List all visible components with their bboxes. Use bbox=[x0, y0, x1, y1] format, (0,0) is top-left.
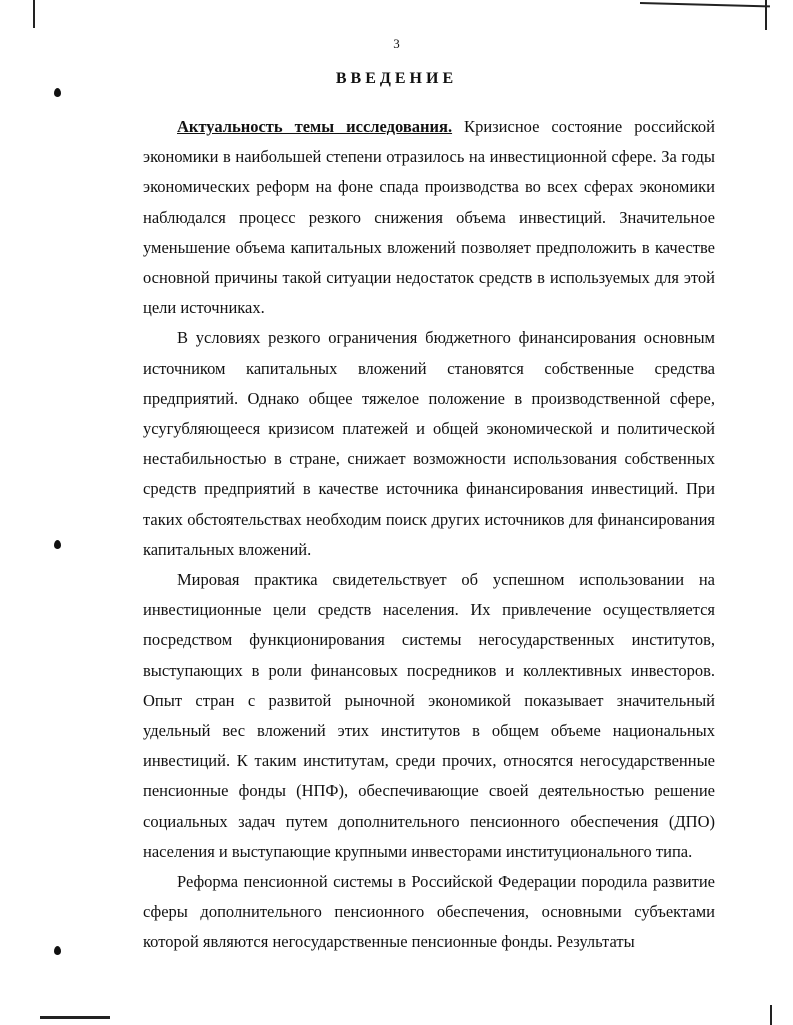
scan-edge-mark bbox=[765, 0, 767, 30]
paragraph-text: Кризисное состояние российской экономики в наибольшей степени отразилось на инвестиционной сфере. За годы экономических реформ на фоне спада производства во всех сферах экономики наблюдался процесс резкого снижения объема инвестиций. Значительное уменьшение объема капитальных вложений позволяет предположить в качестве основной причины такой ситуации недостаток средств в используемых для этой цели источниках. bbox=[143, 117, 715, 318]
paragraph: Реформа пенсионной системы в Российской Федерации породила развитие сферы дополнительного пенсионного обеспечения, основными субъектами которой являются негосударственные пенсионные фонды. Результаты bbox=[143, 872, 715, 952]
section-lead: Актуальность темы исследования. bbox=[177, 117, 453, 136]
binder-hole-mark bbox=[54, 88, 61, 97]
scan-edge-mark bbox=[40, 1016, 110, 1019]
paragraph: Мировая практика свидетельствует об успешном использовании на инвестиционные цели средств населения. Их привлечение осуществляется посредством функционирования системы негосударственных институтов, выступающих в роли финансовых посредников и коллективных инвесторов. Опыт стран с развитой рыночной экономикой показывает значительный удельный вес вложений этих институтов в общем объеме национальных инвестиций. К таким институтам, среди прочих, относятся негосударственные пенсионные фонды (НПФ), обеспечивающие своей деятельностью решение социальных задач путем дополнительного пенсионного обеспечения (ДПО) населения и выступающие крупными инвесторами институционального типа. bbox=[143, 570, 715, 861]
scan-edge-mark bbox=[770, 1005, 772, 1025]
body-text bbox=[143, 112, 715, 958]
paragraph bbox=[143, 112, 715, 323]
page-number: 3 bbox=[393, 36, 400, 51]
scan-edge-mark bbox=[33, 0, 35, 28]
paragraph: В условиях резкого ограничения бюджетного финансирования основным источником капитальных вложений становятся собственные средства предприятий. Однако общее тяжелое положение в производственной сфере, усугубляющееся кризисом платежей и общей экономической и политической нестабильностью в стране, снижает возможности использования собственных средств предприятий в качестве источника финансирования инвестиций. При таких обстоятельствах необходим поиск других источников для финансирования капитальных вложений. bbox=[143, 328, 715, 559]
binder-hole-mark bbox=[54, 946, 61, 955]
page-title: ВВЕДЕНИЕ bbox=[335, 70, 458, 87]
binder-hole-mark bbox=[54, 540, 61, 549]
scan-edge-mark bbox=[640, 2, 770, 7]
